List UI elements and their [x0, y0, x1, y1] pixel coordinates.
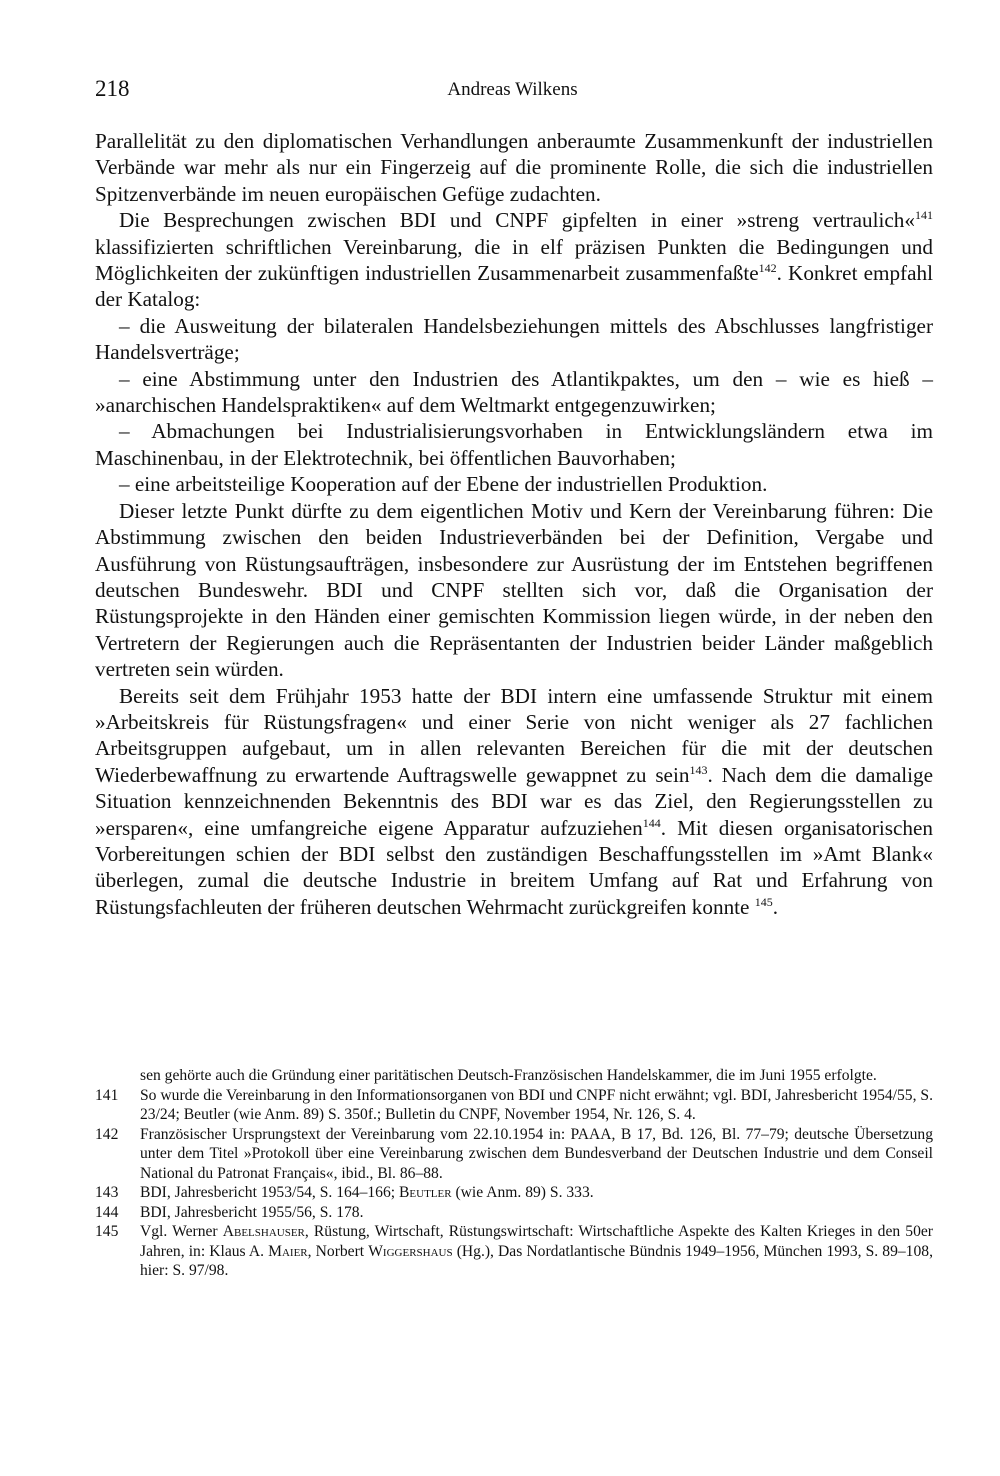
footnote-number: 143: [95, 1184, 119, 1201]
footnote-ref-144: 144: [642, 815, 661, 830]
footnote-continuation: [95, 1066, 933, 1086]
footnote-ref-141: 141: [915, 208, 933, 223]
footnote-text: , Rüstung, Wirtschaft, Rüstungswirtschaft: Wirtschaftliche Aspekte des Kalten Krieges in den 50er Jahren, in: Klaus A.: [140, 1223, 933, 1260]
author-name: Wiggershaus: [368, 1242, 453, 1260]
paragraph-2: [95, 207, 933, 313]
footnote-ref-145: 145: [754, 894, 773, 909]
list-item: – eine arbeitsteilige Kooperation auf der Ebene der industriellen Produktion.: [119, 472, 768, 497]
author-name: Abelshauser: [222, 1223, 305, 1240]
footnote-text: BDI, Jahresbericht 1955/56, S. 178.: [140, 1203, 364, 1221]
paragraph-4-part-a: Bereits seit dem Frühjahr 1953 hatte der BDI intern eine umfassende Struktur mit einem »Arbeitskreis für Rüstungsfragen« und einer Serie von nicht weniger als 27 fachlichen Arbeitsgruppen aufgebaut, um in allen relevanten Bereichen für die mit der deutschen Wiederbewaffnung zu erwartende Auftragswelle gewappnet zu sein: [95, 683, 933, 787]
paragraph-4: [95, 683, 933, 921]
paragraph-2-part-a: Die Besprechungen zwischen BDI und CNPF gipfelten in einer »streng vertraulich«: [119, 208, 915, 233]
paragraph-2-part-b: klassifizierten schriftlichen Vereinbarung, die in elf präzisen Punkten die Bedingungen und Möglichkeiten der zukünftigen industriellen Zusammenarbeit zusammenfaßte: [95, 234, 933, 286]
paragraph-4-part-d: .: [772, 894, 779, 919]
footnote-text: , Norbert: [307, 1242, 369, 1260]
list-item: – eine Abstimmung unter den Industrien des Atlantikpaktes, um den – wie es hieß – »anarchischen Handelspraktiken« auf dem Weltmarkt entgegenzuwirken;: [95, 366, 933, 418]
footnote-number: 142: [95, 1125, 119, 1143]
footnote-text: Vgl. Werner: [140, 1223, 223, 1240]
footnote-text: (wie Anm. 89) S. 333.: [451, 1184, 594, 1201]
footnote-text: So wurde die Vereinbarung in den Informationsorganen von BDI und CNPF nicht erwähnt; vgl. BDI, Jahresbericht 1954/55, S. 23/24; Beutler (wie Anm. 89) S. 350f.; Bulletin du CNPF, November 1954, Nr. 126, S. 4.: [140, 1086, 933, 1123]
footnote-144: [95, 1203, 933, 1223]
author-name: Maier: [268, 1242, 308, 1260]
footnote-ref-142: 142: [758, 260, 777, 275]
main-text: [95, 128, 933, 920]
page-number: 218: [95, 76, 130, 101]
footnote-145: [95, 1222, 933, 1281]
paragraph-3: Dieser letzte Punkt dürfte zu dem eigentlichen Motiv und Kern der Vereinbarung führen: Die Abstimmung zwischen den beiden Industrieverbänden bei der Definition, Vergabe und Ausführung von Rüstungsaufträgen, insbesondere zur Ausrüstung der im Entstehen begriffenen deutschen Bundeswehr. BDI und CNPF stellten sich vor, daß die Organisation der Rüstungsprojekte in den Händen einer gemischten Kommission liegen würde, in der neben den Vertretern der Regierungen auch die Repräsentanten der Industrien beider Länder maßgeblich vertreten sein würden.: [95, 498, 933, 682]
paragraph-4-part-c: . Mit diesen organisatorischen Vorbereitungen schien der BDI selbst den zuständigen Beschaffungsstellen im »Amt Blank« überlegen, zumal die deutsche Industrie in breitem Umfang auf Rat und Erfahrung von Rüstungsfachleuten der früheren deutschen Wehrmacht zurückgreifen konnte: [95, 815, 934, 919]
paragraph-2-part-c: . Konkret empfahl der Katalog:: [95, 261, 933, 312]
footnotes-section: [95, 1066, 933, 1281]
footnote-text: Französischer Ursprungstext der Vereinbarung vom 22.10.1954 in: PAAA, B 17, Bd. 126, Bl. 77–79; deutsche Übersetzung unter dem Titel »Protokoll über eine Vereinbarung zwischen dem Bundesverband der Deutschen Industrie und dem Conseil National du Patronat Français«, ibid., Bl. 86–88.: [140, 1125, 933, 1182]
list-item: – Abmachungen bei Industrialisierungsvorhaben in Entwicklungsländern etwa im Maschinenbau, in der Elektrotechnik, bei öffentlichen Bauvorhaben;: [95, 419, 933, 470]
footnote-text: (Hg.), Das Nordatlantische Bündnis 1949–1956, München 1993, S. 89–108, hier: S. 97/98.: [140, 1242, 933, 1279]
author-name: Beutler: [399, 1184, 452, 1201]
paragraph-1: Parallelität zu den diplomatischen Verhandlungen anberaumte Zusammenkunft der industriellen Verbände war mehr als nur ein Fingerzeig auf die prominente Rolle, die sich die industriellen Spitzenverbände im neuen europäischen Gefüge zudachten.: [95, 129, 933, 206]
paragraph-4-part-b: . Nach dem die damalige Situation kennzeichnenden Bekenntnis des BDI war es das Ziel, den Regierungsstellen zu »ersparen«, eine umfangreiche eigene Apparatur aufzuziehen: [95, 762, 933, 840]
footnote-number: 145: [95, 1223, 119, 1240]
footnote-continuation-text: sen gehörte auch die Gründung einer paritätischen Deutsch-Französischen Handelskammer, die im Juni 1955 erfolgte.: [140, 1067, 877, 1084]
footnote-141: [95, 1086, 933, 1125]
footnote-143: [95, 1183, 933, 1203]
footnote-number: 141: [95, 1086, 119, 1104]
running-head-author: Andreas Wilkens: [447, 79, 578, 100]
footnote-number: 144: [95, 1203, 119, 1221]
page-header: [95, 76, 930, 106]
footnote-142: [95, 1125, 933, 1184]
footnote-text: BDI, Jahresbericht 1953/54, S. 164–166;: [140, 1184, 400, 1201]
list-item: – die Ausweitung der bilateralen Handelsbeziehungen mittels des Abschlusses langfristiger Handelsverträge;: [95, 313, 933, 365]
footnote-ref-143: 143: [689, 762, 708, 777]
